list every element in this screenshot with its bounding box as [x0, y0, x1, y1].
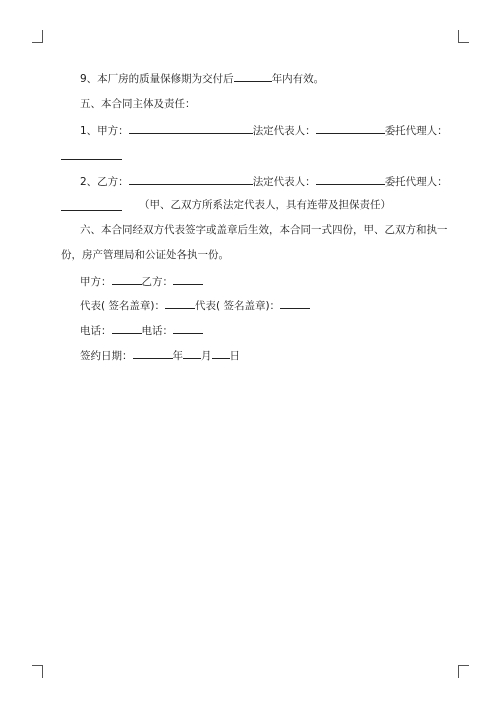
phone-b-label: 电话：	[141, 325, 173, 337]
clause-9-line	[80, 71, 324, 86]
date-month-label: 月	[201, 350, 212, 362]
date-month-blank[interactable]	[183, 348, 201, 359]
party-a-agent-blank[interactable]	[61, 159, 122, 160]
sign-party-a-blank[interactable]	[112, 274, 142, 285]
signature-parties-line	[80, 274, 203, 289]
sign-party-b-label: 乙方：	[141, 276, 173, 288]
phone-a-label: 电话：	[80, 325, 112, 337]
crop-mark-bottom-right	[458, 665, 469, 678]
party-b-label: 2、乙方：	[80, 176, 129, 188]
party-b-agent-blank[interactable]	[61, 210, 122, 211]
party-a-line	[80, 123, 448, 138]
party-a-legal-rep-blank[interactable]	[316, 123, 385, 134]
date-label: 签约日期：	[80, 350, 133, 362]
section-6-line-2: 份，房产管理局和公证处各执一份。	[61, 249, 229, 261]
party-a-label: 1、甲方：	[80, 125, 129, 137]
crop-mark-bottom-left	[32, 665, 43, 678]
crop-mark-top-right	[458, 30, 469, 43]
signature-phones-line	[80, 323, 203, 338]
party-b-name-blank[interactable]	[129, 174, 253, 185]
party-a-agent-label: 委托代理人：	[384, 125, 448, 137]
phone-b-blank[interactable]	[173, 323, 203, 334]
clause-9-suffix: 年内有效。	[271, 73, 325, 85]
signature-reps-line	[80, 298, 310, 313]
party-b-legal-rep-blank[interactable]	[316, 174, 385, 185]
party-b-legal-rep-label: 法定代表人：	[252, 176, 316, 188]
section-5-title: 五、本合同主体及责任：	[80, 98, 196, 110]
date-day-blank[interactable]	[212, 348, 230, 359]
phone-a-blank[interactable]	[112, 323, 142, 334]
party-a-name-blank[interactable]	[129, 123, 253, 134]
date-year-blank[interactable]	[133, 348, 173, 359]
party-b-line	[80, 174, 448, 189]
sign-party-a-label: 甲方：	[80, 276, 112, 288]
rep-a-label: 代表( 签名盖章)：	[80, 300, 166, 312]
date-day-label: 日	[229, 350, 240, 362]
signing-date-line	[80, 348, 240, 363]
date-year-label: 年	[172, 350, 183, 362]
party-b-agent-label: 委托代理人：	[384, 176, 448, 188]
sign-party-b-blank[interactable]	[173, 274, 203, 285]
party-a-legal-rep-label: 法定代表人：	[252, 125, 316, 137]
warranty-years-blank[interactable]	[234, 71, 272, 82]
rep-b-blank[interactable]	[280, 298, 310, 309]
joint-liability-note: （甲、乙双方所系法定代表人，具有连带及担保责任）	[139, 199, 391, 211]
rep-a-blank[interactable]	[165, 298, 195, 309]
crop-mark-top-left	[32, 30, 43, 43]
clause-9-text: 9、本厂房的质量保修期为交付后	[80, 73, 234, 85]
section-6-line-1: 六、本合同经双方代表签字或盖章后生效，本合同一式四份，甲、乙双方和执一	[80, 224, 448, 236]
rep-b-label: 代表( 签名盖章)：	[195, 300, 281, 312]
